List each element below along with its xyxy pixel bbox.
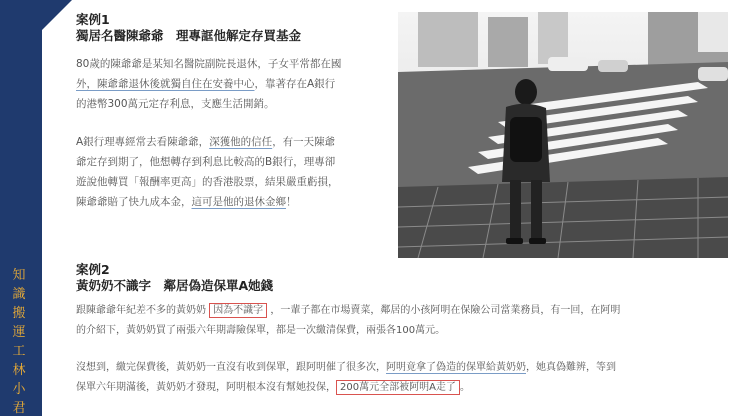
case2-label: 案例2 xyxy=(76,262,110,277)
underlined-text: 這可是他的退休金鄉 xyxy=(191,196,286,208)
case1-title: 獨居名醫陳爺爺 理專誆他解定存買基金 xyxy=(76,28,302,43)
case1-heading xyxy=(76,12,301,44)
text-line: 80歲的陳爺爺是某知名醫院副院長退休，子女平常都在國 xyxy=(76,58,342,70)
text-fragment: ！ xyxy=(286,196,297,208)
text-fragment: 沒想到，繳完保費後，黃奶奶一直沒有收到保單，跟阿明催了很多次， xyxy=(76,362,386,373)
brand-char: 小 xyxy=(12,382,26,397)
case1-paragraph-1 xyxy=(76,54,341,114)
text-line xyxy=(76,132,339,152)
case2-paragraph-1 xyxy=(76,301,620,341)
brand-char: 知 xyxy=(12,268,26,283)
text-fragment: 跟陳爺爺年紀差不多的黃奶奶 xyxy=(76,305,206,316)
text-line: 的介紹下，黃奶奶買了兩張六年期壽險保單，都是一次繳清保費，兩張各100萬元。 xyxy=(76,325,446,336)
brand-char: 工 xyxy=(12,344,26,359)
sidebar xyxy=(0,0,42,416)
brand-char: 君 xyxy=(12,401,26,416)
sidebar-brand-text xyxy=(7,266,31,418)
highlight-box: 200萬元全部被阿明A走了 xyxy=(336,380,460,395)
brand-char: 搬 xyxy=(12,306,26,321)
case1-paragraph-2 xyxy=(76,132,339,212)
text-fragment: 陳爺爺賠了快九成本金， xyxy=(76,196,192,208)
highlight-box: 因為不識字 xyxy=(209,303,267,318)
text-line xyxy=(76,192,339,212)
brand-char: 識 xyxy=(12,287,26,302)
corner-decoration xyxy=(42,0,72,30)
text-fragment: A銀行理專經常去看陳爺爺， xyxy=(76,136,210,148)
text-fragment: ，一輩子都在市場賣菜，鄰居的小孩阿明在保險公司當業務員，有一回，在阿明 xyxy=(270,305,621,316)
case2-paragraph-2 xyxy=(76,358,616,398)
text-fragment: ，有一天陳爺 xyxy=(272,136,336,148)
case2-title: 黃奶奶不識字 鄰居偽造保單A她錢 xyxy=(76,278,274,293)
text-line: 的港幣300萬元定存利息，支應生活開銷。 xyxy=(76,98,275,110)
text-line xyxy=(76,301,620,321)
underlined-text: 阿明竟拿了偽造的保單給黃奶奶 xyxy=(386,362,526,373)
elderly-person-crosswalk-photo xyxy=(398,12,728,258)
text-fragment: 保單六年期滿後，黃奶奶才發現，阿明根本沒有幫她投保， xyxy=(76,382,336,393)
text-line xyxy=(76,378,616,398)
text-line: 爺定存到期了，他想轉存到利息比較高的B銀行，理專卻 xyxy=(76,156,336,168)
text-fragment: ，靠著存在A銀行 xyxy=(254,78,336,90)
photo-illustration-icon xyxy=(398,12,728,258)
underlined-text: 深獲他的信任 xyxy=(209,136,273,148)
underlined-text: 外 xyxy=(76,78,87,90)
case1-label: 案例1 xyxy=(76,12,110,27)
text-line: 遊說他轉買「報酬率更高」的香港股票，結果嚴重虧損， xyxy=(76,176,339,188)
underlined-text: ，陳爺爺退休後就獨自住在安養中心 xyxy=(86,78,255,90)
case2-heading xyxy=(76,262,273,294)
text-line xyxy=(76,74,341,94)
text-fragment: ，她真偽難辨，等到 xyxy=(526,362,616,373)
text-fragment: 。 xyxy=(459,382,470,393)
brand-char: 林 xyxy=(12,363,26,378)
brand-char: 運 xyxy=(12,325,26,340)
text-line xyxy=(76,358,616,378)
